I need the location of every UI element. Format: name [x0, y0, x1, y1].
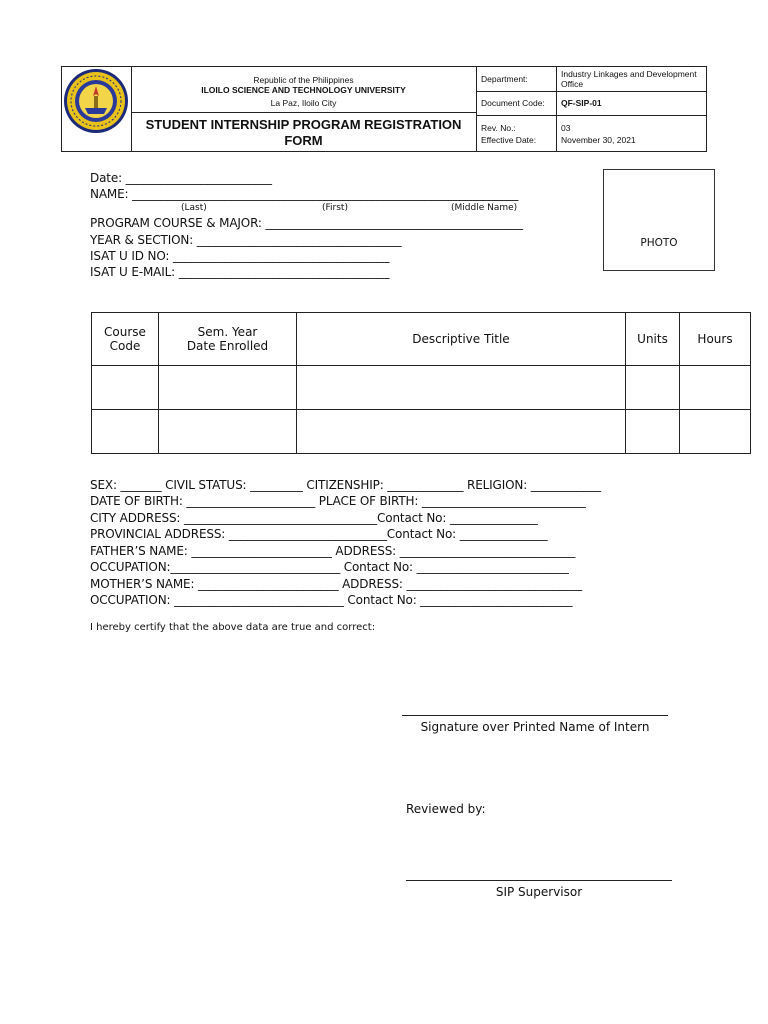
- intern-signature-label: Signature over Printed Name of Intern: [420, 720, 650, 734]
- name-field[interactable]: NAME: __________________________________________________________________: [90, 187, 519, 201]
- certification-statement: I hereby certify that the above data are true and correct:: [90, 622, 376, 633]
- father-occupation-contact-field[interactable]: OCCUPATION:_____________________________ Contact No: __________________________: [90, 560, 569, 574]
- mother-occupation-contact-field[interactable]: OCCUPATION: _____________________________ Contact No: __________________________: [90, 593, 573, 607]
- column-header-hours: Hours: [680, 313, 751, 366]
- department-value-line1: Industry Linkages and Development: [561, 69, 697, 79]
- republic-label: Republic of the Philippines: [253, 75, 354, 85]
- form-title: [131, 117, 476, 149]
- provincial-address-field[interactable]: PROVINCIAL ADDRESS: ___________________________Contact No: _______________: [90, 527, 548, 541]
- column-header-units: Units: [626, 313, 680, 366]
- table-cell[interactable]: [297, 366, 626, 410]
- email-field[interactable]: ISAT U E-MAIL: ____________________________________: [90, 265, 390, 279]
- university-name: ILOILO SCIENCE AND TECHNOLOGY UNIVERSITY: [201, 85, 406, 95]
- table-cell[interactable]: [626, 410, 680, 454]
- father-name-address-field[interactable]: FATHER’S NAME: ________________________ ADDRESS: ______________________________: [90, 544, 576, 558]
- department-label: Department:: [481, 74, 528, 84]
- supervisor-signature-line[interactable]: [406, 880, 672, 881]
- document-code-label: Document Code:: [481, 98, 545, 108]
- document-code-value: QF-SIP-01: [561, 98, 602, 108]
- intern-signature-line[interactable]: [402, 715, 668, 716]
- form-title-line2: FORM: [284, 133, 323, 148]
- form-title-line1: STUDENT INTERNSHIP PROGRAM REGISTRATION: [145, 117, 462, 132]
- university-location: La Paz, Iloilo City: [270, 98, 337, 108]
- table-cell[interactable]: [680, 410, 751, 454]
- supervisor-label: SIP Supervisor: [495, 885, 583, 899]
- course-table: [91, 312, 751, 454]
- table-cell[interactable]: [680, 366, 751, 410]
- rev-no-label: Rev. No.:: [481, 123, 516, 133]
- table-cell[interactable]: [92, 410, 159, 454]
- effective-date-label: Effective Date:: [481, 135, 537, 145]
- date-field[interactable]: Date: _________________________: [90, 171, 272, 185]
- university-seal-logo: [63, 68, 129, 134]
- id-number-field[interactable]: ISAT U ID NO: _____________________________________: [90, 249, 390, 263]
- name-middle-hint: (Middle Name): [451, 203, 518, 213]
- photo-box[interactable]: [603, 169, 715, 271]
- table-cell[interactable]: [626, 366, 680, 410]
- column-header-descriptive-title: Descriptive Title: [297, 313, 626, 366]
- program-course-major-field[interactable]: PROGRAM COURSE & MAJOR: ____________________________________________: [90, 216, 523, 230]
- table-cell[interactable]: [297, 410, 626, 454]
- table-cell[interactable]: [159, 366, 297, 410]
- column-header-course-code: Course Code: [92, 313, 159, 366]
- effective-date-value: November 30, 2021: [561, 135, 636, 145]
- name-last-hint: (Last): [181, 203, 207, 213]
- table-cell[interactable]: [159, 410, 297, 454]
- sex-civil-status-citizenship-religion-field[interactable]: SEX: _______ CIVIL STATUS: _________ CITIZENSHIP: _____________ RELIGION: ____________: [90, 478, 601, 492]
- year-section-field[interactable]: YEAR & SECTION: ___________________________________: [90, 233, 402, 247]
- table-header-row: [92, 313, 751, 366]
- department-value-line2: Office: [561, 79, 584, 89]
- table-cell[interactable]: [92, 366, 159, 410]
- birth-date-place-field[interactable]: DATE OF BIRTH: ______________________ PLACE OF BIRTH: ____________________________: [90, 494, 586, 508]
- photo-label: PHOTO: [640, 237, 678, 249]
- city-address-field[interactable]: CITY ADDRESS: _________________________________Contact No: _______________: [90, 511, 538, 525]
- column-header-sem-year: Sem. Year Date Enrolled: [159, 313, 297, 366]
- mother-name-address-field[interactable]: MOTHER’S NAME: ________________________ ADDRESS: ______________________________: [90, 577, 582, 591]
- reviewed-by-label: Reviewed by:: [406, 802, 486, 816]
- rev-no-value: 03: [561, 123, 571, 133]
- table-row: [92, 410, 751, 454]
- table-row: [92, 366, 751, 410]
- name-first-hint: (First): [322, 203, 348, 213]
